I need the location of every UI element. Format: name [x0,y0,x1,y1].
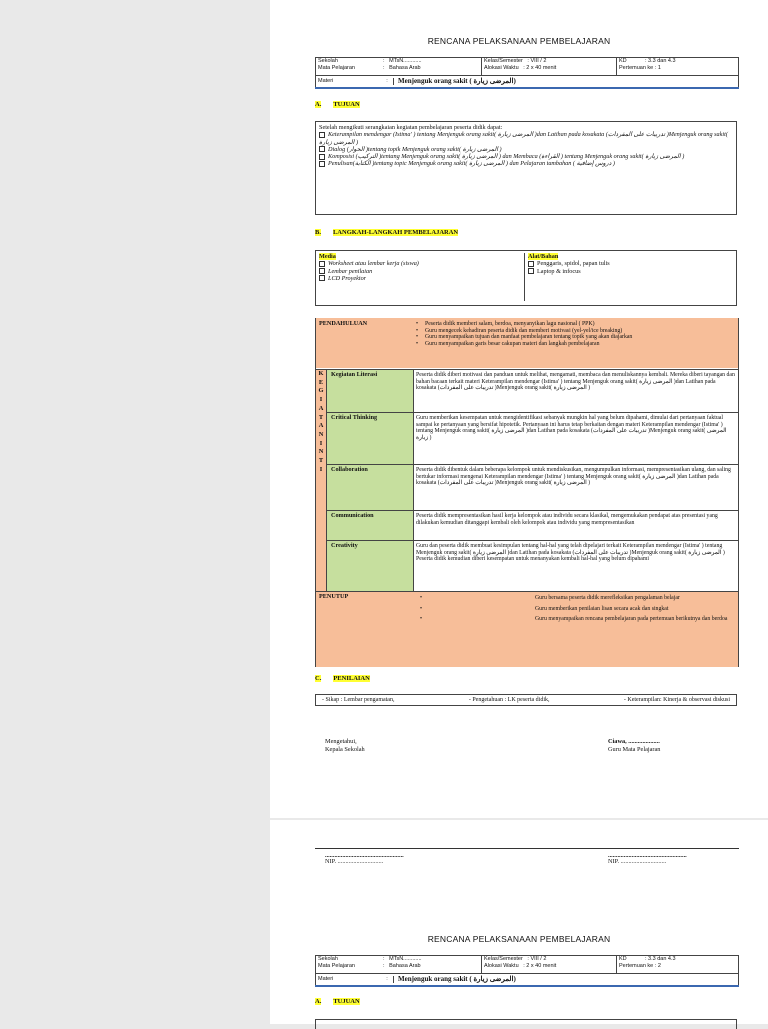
mapel-label: Mata Pelajaran [318,963,355,969]
pendahuluan-item: • Guru menyampaikan garis besar cakupan materi dan langkah pembelajaran [416,340,600,347]
alat-item: Laptop & infocus [528,268,728,275]
alokasi-label: Alokasi Waktu [484,65,519,71]
section-b-heading [315,229,458,236]
materi-label: Materi [318,976,334,982]
penutup-list [420,595,736,623]
pendahuluan-row [316,318,738,368]
checkbox-icon [528,268,534,274]
identity-table [315,955,739,986]
tujuan-item: Keterampilan mendengar (Istima' ) tentang Menjenguk orang sakit( المرضى زيارة )dan Latihan pada kosakata (تدريبات على المفردات )Menjenguk orang sakit( المرضى زيارة ) [319,131,728,146]
penilaian-item: - Keterampilan: Kinerja & observasi diskusi [623,697,730,703]
penutup-item: • Guru memberikan penilaian lisan secara acak dan singkat [420,605,669,612]
checkbox-icon [319,154,325,160]
kegiatan-inti-label: K E G I A T A N I N T I [316,370,327,592]
checkbox-icon [319,261,325,267]
nip-left: .................................................. NIP. ............................. [325,852,404,865]
checkbox-icon [319,132,325,138]
media-item: Lembar penilaian [319,268,519,275]
kelas-value: : VIII / 2 [527,58,547,64]
pendahuluan-item: • Guru menyampaikan tujuan dan manfaat pembelajaran tentang topik yang akan diajarkan [416,334,633,341]
checkbox-icon [528,261,534,267]
colon: : [383,963,385,969]
document-page-1 [270,0,768,818]
colon: : [386,78,388,84]
mapel-value: Bahasa Arab [389,65,421,71]
penutup-item: • Guru bersama peserta didik merefleksikan pengalaman belajar [420,595,680,601]
materi-label: Materi [318,78,334,84]
checkbox-icon [319,268,325,274]
document-page-2 [270,820,768,1024]
penilaian-item: - Pengetahuan : LK peserta didik, [468,697,550,703]
activities-table [315,318,739,667]
kd-label: KD [619,956,627,962]
sekolah-label: Sekolah [318,956,338,962]
inti-row-creativity [327,540,738,593]
tujuan-intro: Setelah mengikuti serangkaian kegiatan pembelajaran peserta didik dapat: [319,124,503,131]
penilaian-item: - Sikap : Lembar pengamatan, [322,697,395,703]
section-title: TUJUAN [333,101,360,108]
pertemuan-value: : 1 [654,65,661,71]
doc-title: RENCANA PELAKSANAAN PEMBELAJARAN [427,36,611,46]
checkbox-icon [319,275,325,281]
inti-row-label: Kegiatan Literasi [331,371,378,378]
inti-row-critical [327,412,738,465]
inti-row-text: Peserta didik dibentuk dalam beberapa kelompok untuk mendiskusikan, mengumpulkan informasi, mempresentasikan ulang, dan saling bertukar informasi mengenai Keterampilan mendengar (Istima' ) tentang Menjenguk orang sakit( المرضى زيارة )dan Latihan pada kosakata (تدريبات على المفردات )Menjenguk orang sakit( المرضى زيارة ) [416,467,731,487]
media-alat-box [315,250,737,306]
alokasi-label: Alokasi Waktu [484,963,519,969]
mapel-value: Bahasa Arab [389,963,421,969]
inti-row-label: Collaboration [331,466,368,473]
kd-label: KD [619,58,627,64]
penilaian-box [315,694,737,706]
pendahuluan-item: • Peserta didik memberi salam, berdoa, menyanyikan lagu nasional ( PPK) [416,321,595,327]
checkbox-icon [319,146,325,152]
pertemuan-label: Pertemuan ke [619,963,654,969]
kelas-value: : VIII / 2 [527,956,547,962]
materi-value: Menjenguk orang sakit ( المرضى زيارة) [393,976,738,983]
nip-right: .................................................. NIP. ............................. [608,852,687,865]
tujuan-box [315,121,737,215]
inti-row-literasi [327,370,738,412]
media-item: LCD Proyektor [319,275,519,282]
kd-value: : 3.3 dan 4.3 [644,956,676,962]
section-a-heading [315,998,360,1005]
section-c-heading [315,675,370,682]
alat-title: Alat/Bahan [528,253,559,260]
doc-title: RENCANA PELAKSANAAN PEMBELAJARAN [427,934,611,944]
inti-row-communication [327,510,738,541]
kelas-label: Kelas/Semester [484,956,523,962]
alokasi-value: : 2 x 40 menit [523,963,557,969]
section-letter: C. [315,675,322,682]
materi-value: Menjenguk orang sakit ( المرضى زيارة) [393,78,738,85]
tujuan-item: Dialog (الحوار )tentang topik Menjenguk orang sakit( المرضى زيارة ) [319,146,733,153]
media-title: Media [319,253,336,260]
pertemuan-label: Pertemuan ke [619,65,654,71]
kelas-label: Kelas/Semester [484,58,523,64]
penutup-label: PENUTUP [319,593,349,600]
colon: : [383,956,385,962]
page-top-line [315,848,739,849]
penutup-item: • Guru menyampaikan rencana pembelajaran pada pertemuan berikutnya dan berdoa [420,616,728,623]
tujuan-item: Penulisan(الكتابة )tentang topic Menjenguk orang sakit( المرضى زيارة ) dan Pelajaran tambahan ( دروس إضافية ) [319,160,733,167]
media-item: Worksheet atau lembar kerja (siswa) [319,260,519,267]
mapel-label: Mata Pelajaran [318,65,355,71]
signature-right: Ciawa, .................... Guru Mata Pelajaran [608,738,661,753]
penutup-row [316,591,738,667]
pendahuluan-item: • Guru mengecek kehadiran peserta didik dan memberi motivasi (yel-yel/ice breaking) [416,327,623,334]
section-a-heading [315,101,360,108]
inti-row-text: Peserta didik mempresentasikan hasil kerja kelompok atau individu secara klasikal, mengemukakan pendapat atas presentasi yang dilakukan kemudian ditanggapi kembali oleh kelompok atau individu yang mempresentasikan [416,513,718,526]
section-title: LANGKAH-LANGKAH PEMBELAJARAN [332,229,459,236]
inti-row-label: Communication [331,512,374,519]
pendahuluan-label: PENDAHULUAN [319,320,368,327]
inti-row-collaboration [327,464,738,511]
sekolah-value: MTsN............ [389,956,422,962]
section-letter: A. [315,101,322,108]
section-letter: B. [315,229,321,236]
alat-item: Penggaris, spidol, papan tulis [528,260,728,267]
inti-row-text: Guru memberikan kesempatan untuk mengidentifikasi sebanyak mungkin hal yang belum dipahami, dimulai dari pertanyaan faktual sampai ke pertanyaan yang bersifat hipotetik. Pertanyaan ini harus tetap berkaitan dengan materi Keterampilan mendengar (Istima' ) tentang Menjenguk orang sakit( المرضى زيارة )dan Latihan pada kosakata (تدريبات على المفردات )Menjenguk orang sakit( المرضى زيارة ) [416,415,727,441]
kegiatan-inti-section [316,369,738,592]
divider-bar [315,87,739,89]
checkbox-icon [319,161,325,167]
divider-bar [315,985,739,987]
inti-row-label: Critical Thinking [331,414,378,421]
section-letter: A. [315,998,322,1005]
colon: : [383,58,385,64]
sekolah-label: Sekolah [318,58,338,64]
media-column [319,253,519,282]
kd-value: : 3.3 dan 4.3 [644,58,676,64]
sekolah-value: MTsN............ [389,58,422,64]
pendahuluan-list [416,321,736,347]
inti-row-label: Creativity [331,542,358,549]
alokasi-value: : 2 x 40 menit [523,65,557,71]
tujuan-item: Komposisi (التركيب )tentang Menjenguk orang sakit( المرضى زيارة ) dan Membaca (القراءة ) tentang Menjenguk orang sakit( المرضى زيارة ) [319,153,733,160]
section-title: TUJUAN [333,998,360,1005]
tujuan-box [315,1019,737,1029]
inti-row-text: Guru dan peserta didik membuat kesimpulan tentang hal-hal yang telah dipelajari terkait Keterampilan mendengar (Istima' ) tentang Menjenguk orang sakit( المرضى زيارة )dan Latihan pada kosakata (تدريبات على المفردات )Menjenguk orang sakit( المرضى زيارة ) Peserta didik kemudian diberi kesempatan untuk menanyakan kembali hal-hal yang belum dipahami [416,543,725,563]
signature-left: Mengetahui, Kepala Sekolah [325,738,365,753]
colon: : [386,976,388,982]
section-title: PENILAIAN [333,675,370,682]
inti-row-text: Peserta didik diberi motivasi dan panduan untuk melihat, mengamati, membaca dan menuliskannya kembali. Mereka diberi tayangan dan bahan bacaan terkait materi Keterampilan mendengar (Istima' ) tentang Menjenguk orang sakit( المرضى زيارة )dan Latihan pada kosakata (تدريبات على المفردات )Menjenguk orang sakit( المرضى زيارة ) [416,372,735,392]
colon: : [383,65,385,71]
alat-column [524,253,728,301]
pertemuan-value: : 2 [654,963,661,969]
identity-table [315,57,739,88]
